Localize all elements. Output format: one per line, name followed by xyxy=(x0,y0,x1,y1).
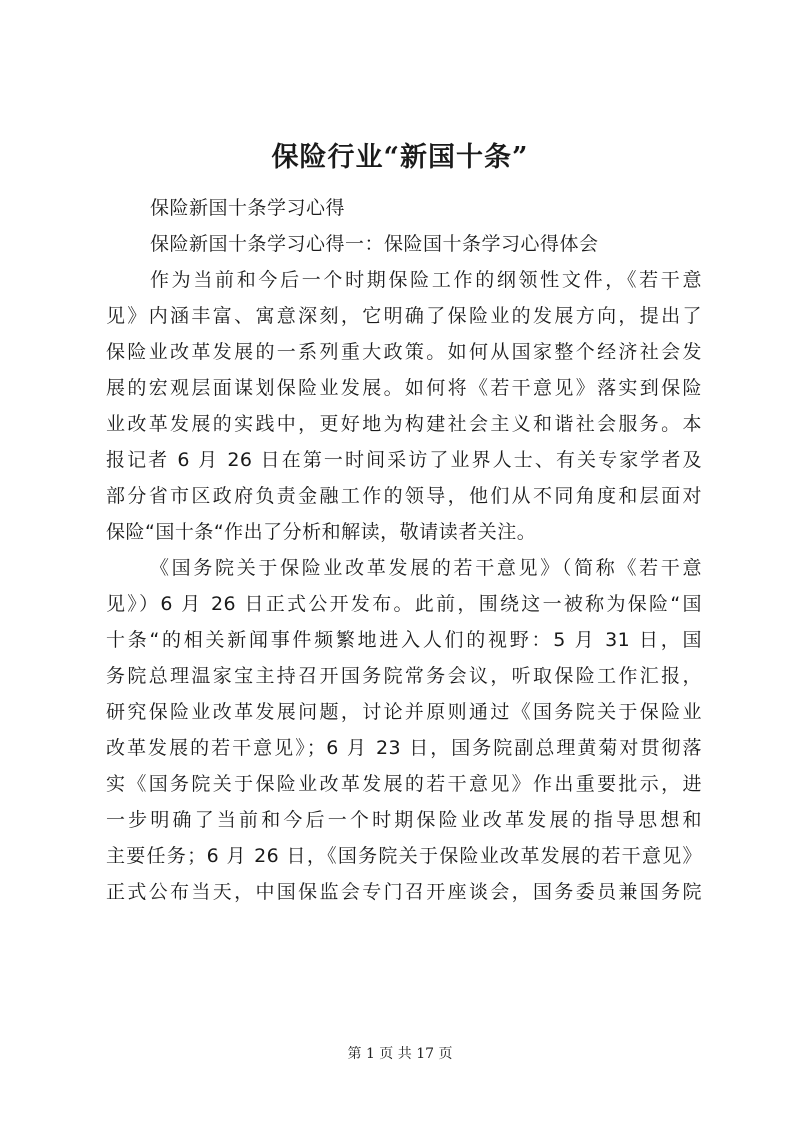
text-line: 主要任务；6 月 26 日，《国务院关于保险业改革发展的若干意见》 xyxy=(106,845,702,867)
text-line: 改革发展的若干意见》；6 月 23 日，国务院副总理黄菊对贯彻落 xyxy=(106,737,702,759)
text-line: 作为当前和今后一个时期保险工作的纲领性文件，《若干意 xyxy=(150,269,702,291)
text-line: 保险新国十条学习心得 xyxy=(150,197,346,219)
text-line: 务院总理温家宝主持召开国务院常务会议，听取保险工作汇报， xyxy=(106,665,702,687)
text-line: 业改革发展的实践中，更好地为构建社会主义和谐社会服务。本 xyxy=(106,413,702,435)
text-line: 保险业改革发展的一系列重大政策。如何从国家整个经济社会发 xyxy=(106,341,702,363)
document-body xyxy=(106,190,702,910)
page-number: 第 1 页 共 17 页 xyxy=(347,1046,453,1062)
text-line: 展的宏观层面谋划保险业发展。如何将《若干意见》落实到保险 xyxy=(106,377,702,399)
text-line: 《国务院关于保险业改革发展的若干意见》（简称《若干意 xyxy=(150,557,702,579)
document-title: 保险行业“新国十条” xyxy=(271,142,529,173)
text-line: 见》）6 月 26 日正式公开发布。此前，围绕这一被称为保险“国 xyxy=(106,593,702,615)
text-line: 保险“国十条“作出了分析和解读，敬请读者关注。 xyxy=(106,521,537,543)
text-line: 部分省市区政府负责金融工作的领导，他们从不同角度和层面对 xyxy=(106,485,702,507)
text-line: 正式公布当天，中国保监会专门召开座谈会，国务委员兼国务院 xyxy=(106,881,702,903)
text-line: 研究保险业改革发展问题，讨论并原则通过《国务院关于保险业 xyxy=(106,701,702,723)
text-line: 实《国务院关于保险业改革发展的若干意见》作出重要批示，进 xyxy=(106,773,702,795)
text-line: 见》内涵丰富、寓意深刻，它明确了保险业的发展方向，提出了 xyxy=(106,305,702,327)
text-line: 十条“的相关新闻事件频繁地进入人们的视野：5 月 31 日，国 xyxy=(106,629,702,651)
text-line: 报记者 6 月 26 日在第一时间采访了业界人士、有关专家学者及 xyxy=(106,449,702,471)
text-line: 一步明确了当前和今后一个时期保险业改革发展的指导思想和 xyxy=(106,809,702,831)
text-line: 保险新国十条学习心得一：保险国十条学习心得体会 xyxy=(150,233,599,255)
